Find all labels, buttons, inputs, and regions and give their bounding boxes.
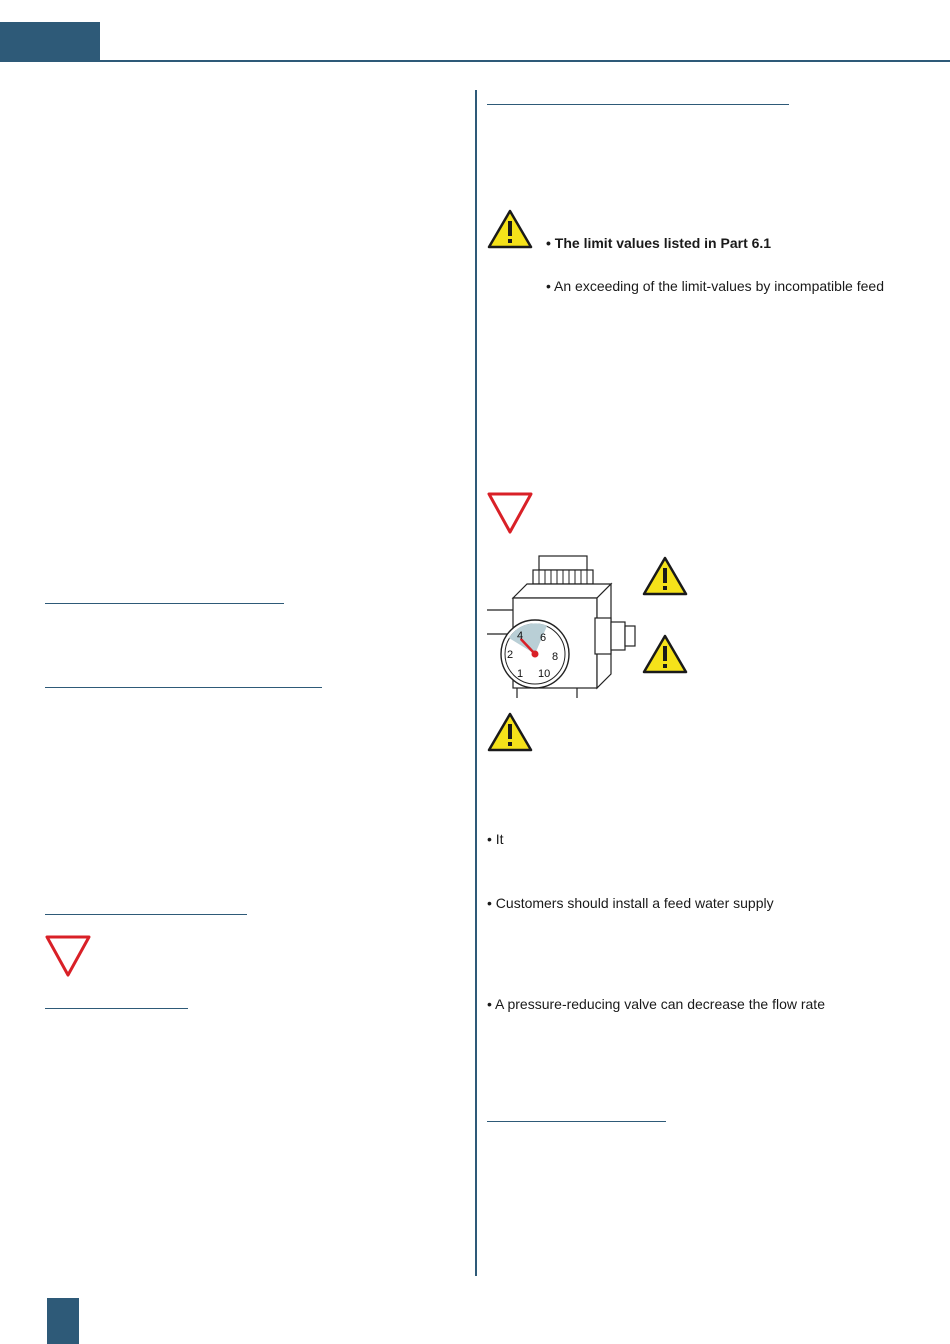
yield-triangle-icon (45, 935, 91, 977)
warning-triangle-icon (642, 555, 688, 597)
info-bullet: • A pressure-reducing valve can decrease the flow rate (487, 996, 825, 1012)
gauge-label: 1 (517, 668, 524, 680)
warning-bullet: • The limit values listed in Part 6.1 (546, 235, 772, 251)
pressure-reducer-illustration (487, 552, 647, 698)
gauge-label: 4 (517, 630, 524, 642)
column-divider (475, 90, 477, 1276)
gauge-label: 2 (507, 649, 514, 661)
header-rule (0, 60, 950, 62)
section-rule (45, 687, 322, 688)
section-rule (45, 1008, 188, 1009)
warning-bullet: • An exceeding of the limit-values by incompatible feed (546, 278, 884, 294)
page-number-tab (47, 1298, 79, 1344)
section-rule (45, 603, 284, 604)
warning-triangle-icon (487, 711, 533, 753)
section-rule (487, 104, 789, 105)
section-rule (487, 1121, 666, 1122)
header-tab (0, 22, 100, 62)
yield-triangle-icon (487, 492, 533, 534)
gauge-label: 6 (540, 632, 547, 644)
gauge-label: 10 (538, 668, 551, 680)
warning-triangle-icon (487, 208, 533, 250)
warning-triangle-icon (642, 633, 688, 675)
info-bullet: • It (487, 831, 504, 847)
gauge-label: 8 (552, 651, 559, 663)
section-rule (45, 914, 247, 915)
info-bullet: • Customers should install a feed water supply (487, 895, 774, 911)
